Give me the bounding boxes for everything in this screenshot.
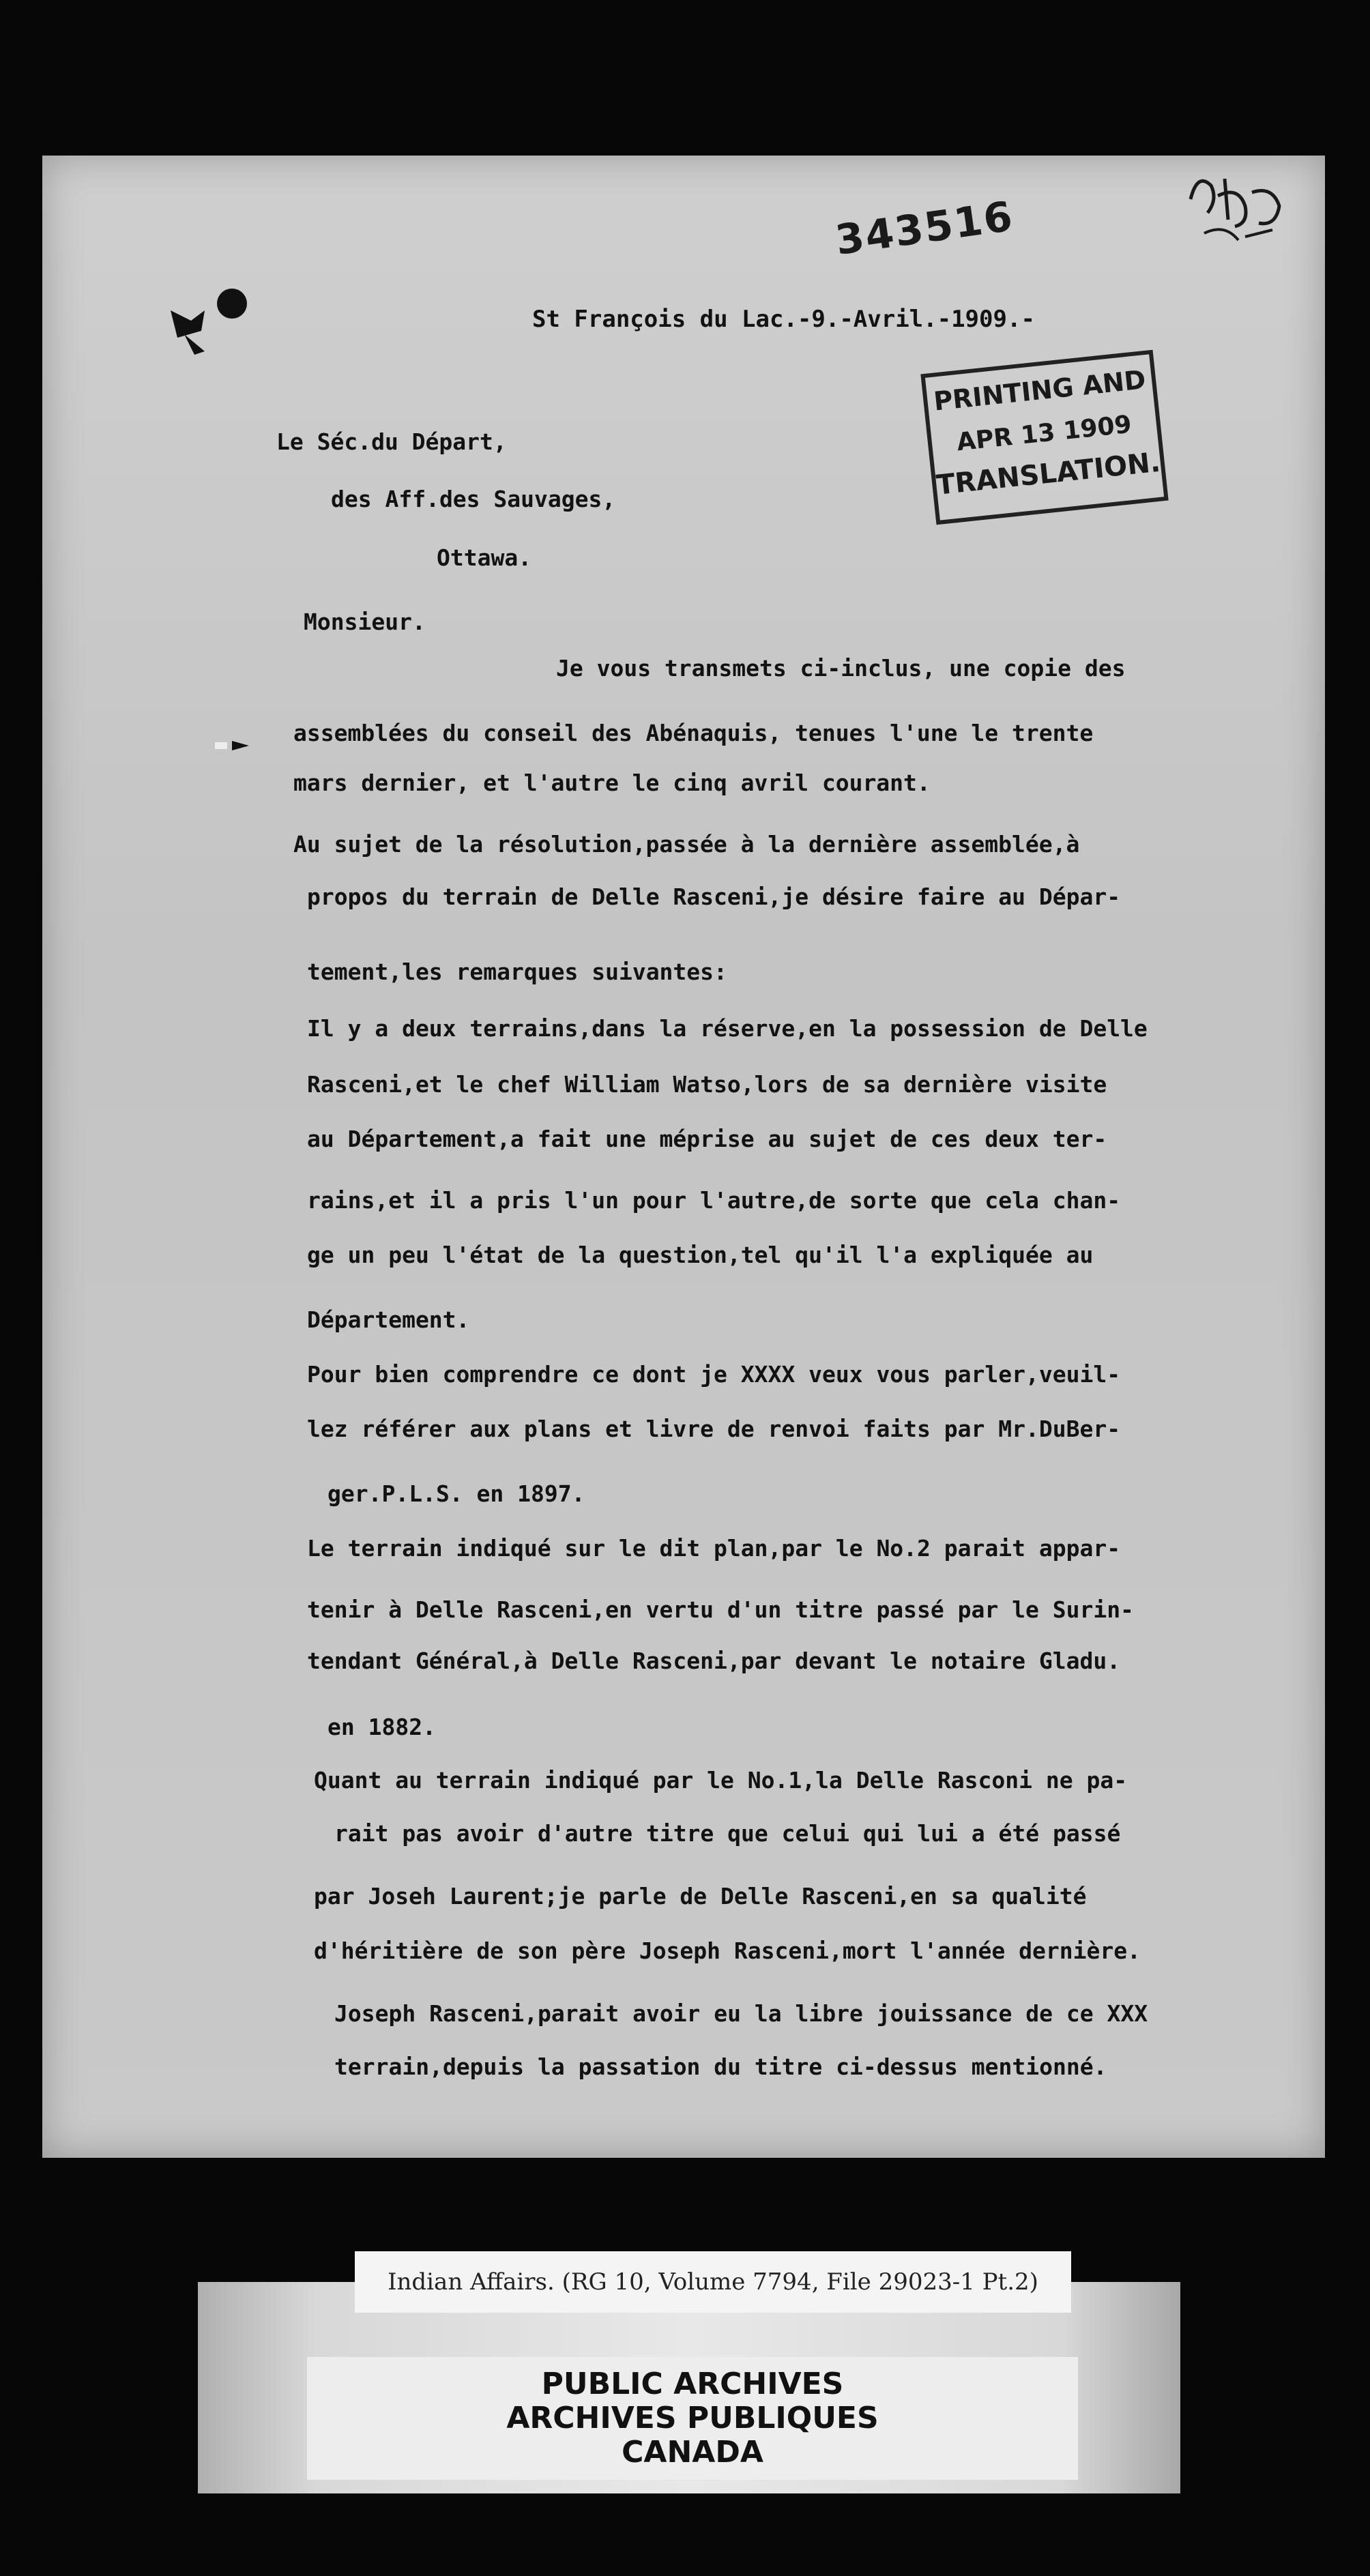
body-line: lez référer aux plans et livre de renvoi faits par Mr.DuBer- — [307, 1416, 1121, 1442]
archive-line-3: CANADA — [622, 2435, 763, 2470]
body-line: d'héritière de son père Joseph Rasceni,mort l'année dernière. — [314, 1937, 1141, 1964]
printing-translation-stamp — [920, 350, 1168, 525]
archive-label-card — [198, 2282, 1180, 2493]
body-line: rains,et il a pris l'un pour l'autre,de sorte que cela chan- — [307, 1187, 1121, 1214]
body-line: Rasceni,et le chef William Watso,lors de sa dernière visite — [307, 1071, 1107, 1098]
body-line: Joseph Rasceni,parait avoir eu la libre jouissance de ce XXX — [334, 2000, 1148, 2027]
handwritten-annotation-icon — [1177, 158, 1293, 261]
body-line: Pour bien comprendre ce dont je XXXX veux vous parler,veuil- — [307, 1361, 1121, 1388]
body-line: ge un peu l'état de la question,tel qu'il l'a expliquée au — [307, 1242, 1094, 1268]
body-line: ger.P.L.S. en 1897. — [327, 1480, 585, 1507]
body-line: propos du terrain de Delle Rasceni,je désire faire au Dépar- — [307, 883, 1121, 910]
body-line: en 1882. — [327, 1714, 436, 1740]
body-line: au Département,a fait une méprise au sujet de ces deux ter- — [307, 1126, 1107, 1152]
body-line: Je vous transmets ci-inclus, une copie des — [556, 655, 1126, 682]
salutation: Monsieur. — [304, 609, 426, 635]
archive-reference: Indian Affairs. (RG 10, Volume 7794, File 29023-1 Pt.2) — [355, 2251, 1071, 2313]
body-line: terrain,depuis la passation du titre ci-dessus mentionné. — [334, 2053, 1107, 2080]
body-line: par Joseh Laurent;je parle de Delle Rasceni,en sa qualité — [314, 1883, 1087, 1909]
body-line: Le terrain indiqué sur le dit plan,par le No.2 parait appar- — [307, 1535, 1121, 1562]
address-line: des Aff.des Sauvages, — [331, 486, 616, 512]
archive-line-2: ARCHIVES PUBLIQUES — [506, 2401, 879, 2435]
body-line: Au sujet de la résolution,passée à la dernière assemblée,à — [293, 831, 1080, 858]
body-line: Il y a deux terrains,dans la réserve,en la possession de Delle — [307, 1015, 1148, 1042]
body-line: rait pas avoir d'autre titre que celui qui lui a été passé — [334, 1820, 1121, 1847]
file-number: 343516 — [832, 192, 1017, 265]
archive-line-1: PUBLIC ARCHIVES — [541, 2367, 844, 2401]
stamp-line-1: PRINTING AND — [932, 364, 1148, 417]
address-line: Le Séc.du Départ, — [276, 428, 507, 455]
body-line: tement,les remarques suivantes: — [307, 958, 727, 985]
body-line: Quant au terrain indiqué par le No.1,la Delle Rasconi ne pa- — [314, 1767, 1128, 1794]
margin-mark-icon — [212, 735, 252, 756]
punch-hole-icon — [164, 283, 252, 358]
body-line: assemblées du conseil des Abénaquis, tenues l'une le trente — [293, 720, 1094, 746]
body-line: mars dernier, et l'autre le cinq avril courant. — [293, 770, 931, 796]
body-line: tendant Général,à Delle Rasceni,par devant le notaire Gladu. — [307, 1648, 1121, 1674]
body-line: Département. — [307, 1306, 470, 1333]
stamp-line-3: TRANSLATION. — [935, 446, 1162, 501]
address-line: Ottawa. — [437, 544, 532, 571]
body-line: tenir à Delle Rasceni,en vertu d'un titre passé par le Surin- — [307, 1596, 1134, 1623]
dateline: St François du Lac.-9.-Avril.-1909.- — [532, 306, 1035, 333]
archive-label-inner — [307, 2357, 1078, 2480]
stamp-date: APR 13 1909 — [955, 410, 1133, 456]
